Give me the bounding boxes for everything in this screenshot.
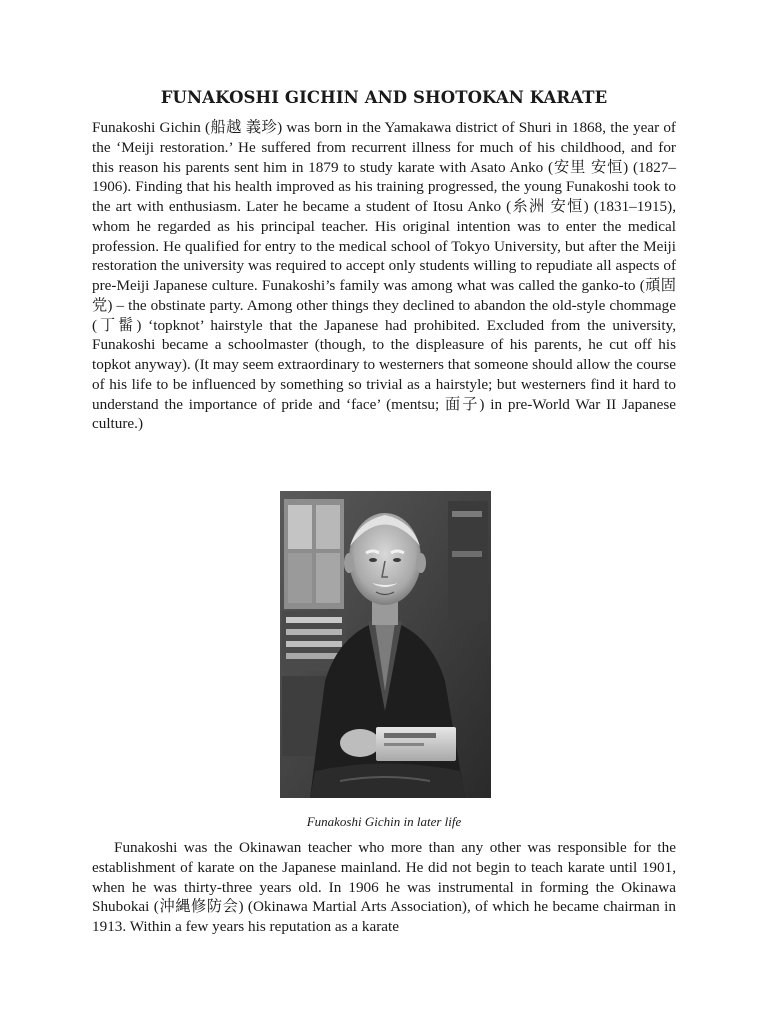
- body-paragraph-1: Funakoshi Gichin (船越 義珍) was born in the Yamakawa district of Shuri in 1868, the year of the ‘Meiji restoration.’ He suffered from recurrent illness for much of his childhood, and for this reason his parents sent him in 1879 to study karate with Asato Anko (安里 安恒) (1827–1906). Finding that his health improved as his training progressed, the young Funakoshi took to the art with enthusiasm. Later he became a student of Itosu Anko (糸洲 安恒) (1831–1915), whom he regarded as his principal teacher. His original intention was to enter the medical profession. He qualified for entry to the medical school of Tokyo University, but after the Meiji restoration the university was required to accept only students willing to repudiate all aspects of pre-Meiji Japanese culture. Funakoshi’s family was among what was called the ganko-to (頑固党) – the obstinate party. Among other things they declined to abandon the old-style chommage (丁髷) ‘topknot’ hairstyle that the Japanese had prohibited. Excluded from the university, Funakoshi became a schoolmaster (though, to the displeasure of his parents, he cut off his topkot anyway). (It may seem extraordinary to westerners that someone should allow the course of his life to be influenced by something so trivial as a hairstyle; but westerners find it hard to understand the importance of pride and ‘face’ (mentsu; 面子) in pre-World War II Japanese culture.): [92, 119, 676, 433]
- document-title: FUNAKOSHI GICHIN AND SHOTOKAN KARATE: [160, 88, 608, 107]
- portrait-photo: [280, 491, 491, 798]
- photo-caption: Funakoshi Gichin in later life: [306, 814, 462, 829]
- body-paragraph-2: Funakoshi was the Okinawan teacher who more than any other was responsible for the establishment of karate on the Japanese mainland. He did not begin to teach karate until 1901, when he was thirty-three years old. In 1906 he was instrumental in forming the Okinawa Shubokai (沖縄修防会) (Okinawa Martial Arts Association), of which he became chairman in 1913. Within a few years his reputation as a karate: [92, 839, 676, 935]
